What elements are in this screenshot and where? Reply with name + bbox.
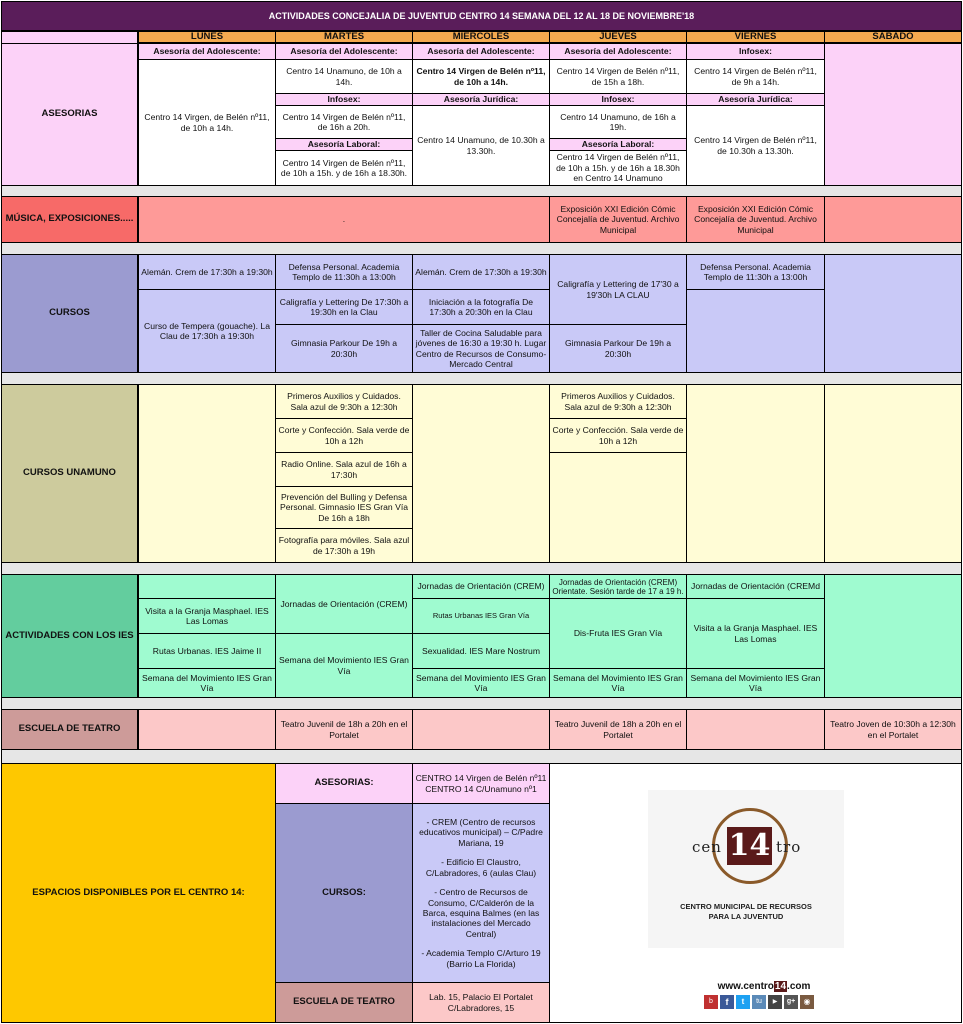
instagram-icon[interactable]: ◉: [800, 995, 814, 1009]
teatro-viernes: [686, 709, 825, 750]
googleplus-icon[interactable]: g+: [784, 995, 798, 1009]
musica-sabado: [824, 196, 962, 243]
cursos-sabado: [824, 254, 962, 373]
cursos-jueves-1: Caligrafía y Lettering de 17'30 a 19'30h LA CLAU: [549, 254, 687, 325]
musica-lunes-miercoles: .: [138, 196, 550, 243]
musica-label: MÚSICA, EXPOSICIONES.....: [1, 196, 138, 243]
day-sabado: SABADO: [824, 31, 962, 43]
unamuno-martes-2: Corte y Confección. Sala verde de 10h a 12h: [275, 418, 413, 453]
ies-lunes-0: [138, 574, 276, 599]
asesorias-jueves-3: Centro 14 Virgen de Belén nº11, de 10h a 15h. y de 16h a 18.30h en Centro 14 Unamuno: [549, 150, 687, 186]
asesorias-jueves-2: Centro 14 Unamuno, de 16h a 19h.: [549, 105, 687, 139]
ies-lunes-2: Rutas Urbanas. IES Jaime II: [138, 633, 276, 669]
ies-miercoles-2: Rutas Urbanas IES Gran Vía: [412, 598, 550, 634]
asesorias-martes-3: Centro 14 Virgen de Belén nº11, de 10h a 15h. y de 16h a 18.30h.: [275, 150, 413, 186]
teatro-sabado: Teatro Joven de 10:30h a 12:30h en el Portalet: [824, 709, 962, 750]
teatro-jueves: Teatro Juvenil de 18h a 20h en el Portalet: [549, 709, 687, 750]
logo-word-left: cen: [692, 838, 722, 856]
teatro-lunes: [138, 709, 276, 750]
logo-word-right: tro: [776, 838, 802, 856]
cursos-miercoles-1: Alemán. Crem de 17:30h a 19:30h: [412, 254, 550, 290]
ies-martes-1: Jornadas de Orientación (CREM): [275, 574, 413, 634]
espacios-cursos-list: [412, 803, 550, 983]
asesorias-jueves-1: Centro 14 Virgen de Belén nº11, de 15h a 18h.: [549, 59, 687, 94]
logo-number-box: 14: [728, 828, 771, 863]
unamuno-viernes: [686, 384, 825, 563]
asesorias-martes-1: Centro 14 Unamuno, de 10h a 14h.: [275, 59, 413, 94]
espacios-curso-item: - CREM (Centro de recursos educativos municipal) – C/Padre Mariana, 19: [419, 817, 543, 848]
day-lunes: LUNES: [138, 31, 276, 43]
unamuno-sabado: [824, 384, 962, 563]
espacios-asesorias-label: ASESORIAS:: [275, 763, 413, 804]
teatro-martes: Teatro Juvenil de 18h a 20h en el Portalet: [275, 709, 413, 750]
cursos-miercoles-2: Iniciación a la fotografía De 17:30h a 20:30h en la Clau: [412, 289, 550, 325]
ies-lunes-1: Visita a la Granja Masphael. IES Las Lomas: [138, 598, 276, 634]
unamuno-jueves-2: Corte y Confección. Sala verde de 10h a 12h: [549, 418, 687, 453]
espacios-curso-item: - Academia Templo C/Arturo 19 (Barrio La Florida): [421, 948, 541, 969]
espacios-curso-item: - Edificio El Claustro, C/Labradores, 6 (aulas Clau): [425, 857, 537, 878]
website-number: 14: [774, 981, 787, 992]
day-viernes: VIERNES: [686, 31, 825, 43]
website-link[interactable]: [704, 981, 824, 994]
logo-subtitle-2: PARA LA JUVENTUD: [708, 912, 784, 921]
twitter-icon[interactable]: t: [736, 995, 750, 1009]
unamuno-jueves-3: [549, 452, 687, 563]
ies-label: ACTIVIDADES CON LOS IES: [1, 574, 138, 698]
ies-miercoles-1: Jornadas de Orientación (CREM): [412, 574, 550, 599]
day-jueves: JUEVES: [549, 31, 687, 43]
blog-icon[interactable]: b: [704, 995, 718, 1009]
asesorias-label: ASESORIAS: [1, 43, 138, 186]
ies-viernes-3: Semana del Movimiento IES Gran Vía: [686, 668, 825, 698]
asesorias-miercoles-1: Centro 14 Virgen de Belén nº11, de 10h a 14h.: [412, 59, 550, 94]
asesorias-miercoles-head1: Asesoría del Adolescente:: [412, 43, 550, 60]
espacios-cursos-label: CURSOS:: [275, 803, 413, 983]
unamuno-lunes: [138, 384, 276, 563]
asesorias-viernes-head1: Infosex:: [686, 43, 825, 60]
asesorias-miercoles-2: Centro 14 Unamuno, de 10.30h a 13.30h.: [412, 105, 550, 186]
ies-viernes-2: Visita a la Granja Masphael. IES Las Lomas: [686, 598, 825, 669]
musica-jueves: Exposición XXI Edición Cómic Concejalía de Juventud. Archivo Municipal: [549, 196, 687, 243]
asesorias-sabado: [824, 43, 962, 186]
teatro-miercoles: [412, 709, 550, 750]
ies-viernes-1: Jornadas de Orientación (CREMd: [686, 574, 825, 599]
espacios-label: ESPACIOS DISPONIBLES POR EL CENTRO 14:: [1, 763, 276, 1023]
asesorias-jueves-head1: Asesoría del Adolescente:: [549, 43, 687, 60]
ies-miercoles-3: Sexualidad. IES Mare Nostrum: [412, 633, 550, 669]
cursos-lunes-1: Alemán. Crem de 17:30h a 19:30h: [138, 254, 276, 290]
unamuno-miercoles: [412, 384, 550, 563]
ies-lunes-3: Semana del Movimiento IES Gran Vía: [138, 668, 276, 698]
row-separator: [1, 749, 962, 764]
cursos-jueves-2: Gimnasia Parkour De 19h a 20:30h: [549, 324, 687, 373]
cursos-viernes-2: [686, 289, 825, 373]
espacios-teatro-text: Lab. 15, Palacio El Portalet C/Labradores, 15: [412, 982, 550, 1023]
asesorias-martes-2: Centro 14 Virgen de Belén nº11, de 16h a 20h.: [275, 105, 413, 139]
day-martes: MARTES: [275, 31, 413, 43]
asesorias-viernes-head2: Asesoría Jurídica:: [686, 93, 825, 106]
asesorias-jueves-head3: Asesoría Laboral:: [549, 138, 687, 151]
unamuno-martes-5: Fotografía para móviles. Sala azul de 17:30h a 19h: [275, 528, 413, 563]
cursos-viernes-1: Defensa Personal. Academia Templo de 11:30h a 13:00h: [686, 254, 825, 290]
cursos-label: CURSOS: [1, 254, 138, 373]
day-miercoles: MIERCOLES: [412, 31, 550, 43]
cursos-martes-3: Gimnasia Parkour De 19h a 20:30h: [275, 324, 413, 373]
website-suffix: .com: [787, 981, 811, 992]
cursos-lunes-2: Curso de Tempera (gouache). La Clau de 17:30h a 19:30h: [138, 289, 276, 373]
unamuno-martes-3: Radio Online. Sala azul de 16h a 17:30h: [275, 452, 413, 487]
tuenti-icon[interactable]: tu: [752, 995, 766, 1009]
centro14-logo: [648, 790, 844, 948]
asesorias-viernes-1: Centro 14 Virgen de Belén nº11, de 9h a 14h.: [686, 59, 825, 94]
asesorias-viernes-2: Centro 14 Virgen de Belén nº11, de 10.30h a 13.30h.: [686, 105, 825, 186]
youtube-icon[interactable]: ▶: [768, 995, 782, 1009]
asesorias-lunes: Centro 14 Virgen, de Belén nº11, de 10h a 14h.: [138, 59, 276, 186]
ies-jueves-3: Semana del Movimiento IES Gran Vía: [549, 668, 687, 698]
asesorias-lunes-head: Asesoría del Adolescente:: [138, 43, 276, 60]
unamuno-label: CURSOS UNAMUNO: [1, 384, 138, 563]
ies-sabado: [824, 574, 962, 698]
asesorias-miercoles-head2: Asesoría Jurídica:: [412, 93, 550, 106]
ies-jueves-2: Dis-Fruta IES Gran Vía: [549, 598, 687, 669]
cursos-miercoles-3: Taller de Cocina Saludable para jóvenes de 16:30 a 19:30 h. Lugar Centro de Recursos de Consumo-Mercado Central: [412, 324, 550, 373]
ies-martes-2: Semana del Movimiento IES Gran Vía: [275, 633, 413, 698]
teatro-label: ESCUELA DE TEATRO: [1, 709, 138, 750]
unamuno-martes-1: Primeros Auxilios y Cuidados. Sala azul de 9:30h a 12:30h: [275, 384, 413, 419]
asesorias-jueves-head2: Infosex:: [549, 93, 687, 106]
unamuno-martes-4: Prevención del Bulling y Defensa Personal. Gimnasio IES Gran Vía De 16h a 18h: [275, 486, 413, 529]
logo-subtitle-1: CENTRO MUNICIPAL DE RECURSOS: [680, 902, 812, 911]
cursos-martes-2: Caligrafía y Lettering De 17:30h a 19:30h en la Clau: [275, 289, 413, 325]
ies-jueves-1: Jornadas de Orientación (CREM) Orientate. Sesión tarde de 17 a 19 h.: [549, 574, 687, 599]
ies-miercoles-4: Semana del Movimiento IES Gran Vía: [412, 668, 550, 698]
asesorias-martes-head2: Infosex:: [275, 93, 413, 106]
asesorias-martes-head1: Asesoría del Adolescente:: [275, 43, 413, 60]
website-prefix: www.centro: [717, 981, 774, 992]
unamuno-jueves-1: Primeros Auxilios y Cuidados. Sala azul de 9:30h a 12:30h: [549, 384, 687, 419]
cursos-martes-1: Defensa Personal. Academia Templo de 11:30h a 13:00h: [275, 254, 413, 290]
musica-viernes: Exposición XXI Edición Cómic Concejalía de Juventud. Archivo Municipal: [686, 196, 825, 243]
facebook-icon[interactable]: f: [720, 995, 734, 1009]
espacios-asesorias-text: CENTRO 14 Virgen de Belén nº11 CENTRO 14 C/Unamuno nº1: [412, 763, 550, 804]
espacios-curso-item: - Centro de Recursos de Consumo, C/Calderón de la Barca, esquina Balmes (en las instalaciones del Mercado Central): [422, 887, 540, 939]
social-icons: [704, 995, 816, 1009]
espacios-teatro-label: ESCUELA DE TEATRO: [275, 982, 413, 1023]
page-title: ACTIVIDADES CONCEJALIA DE JUVENTUD CENTRO 14 SEMANA DEL 12 AL 18 DE NOVIEMBRE'18: [1, 1, 962, 31]
asesorias-martes-head3: Asesoría Laboral:: [275, 138, 413, 151]
